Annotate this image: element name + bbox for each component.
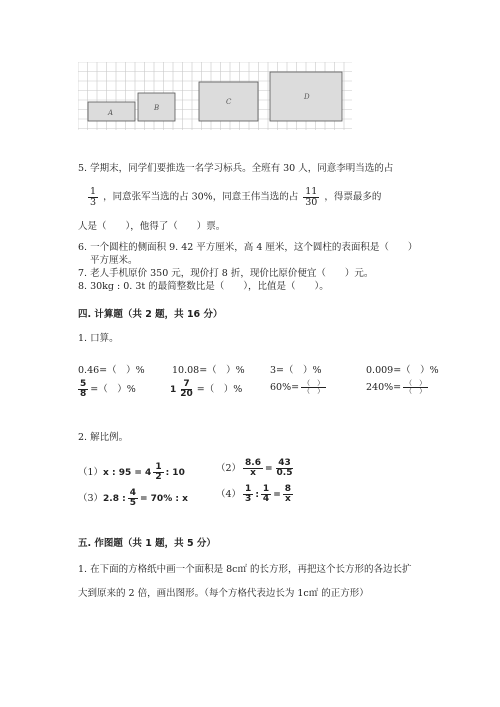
q7-text: 7. 老人手机原价 350 元，现价打 8 折，现价比原价便宜（ ）元。 bbox=[78, 268, 374, 279]
calc-r2-c4: 240%= $\frac{( )}{( )}$ bbox=[366, 379, 427, 395]
draw-line2: 大到原来的 2 倍，画出图形。（每个方格代表边长为 1c㎡ 的正方形） bbox=[78, 588, 369, 599]
calc-r2-c2: 1 $\frac{7}{20}$ =（ ）% bbox=[170, 379, 243, 399]
draw-line1: 1. 在下面的方格纸中画一个面积是 8c㎡ 的长方形，再把这个长方形的各边长扩 bbox=[78, 564, 412, 575]
q6-line1: 6. 一个圆柱的侧面积 9. 42 平方厘米，高 4 厘米，这个圆柱的表面积是（ ） bbox=[78, 242, 418, 253]
ratio-problem-3: （3）2.8 : $\frac{4}{5}$ = 70% : x bbox=[78, 488, 188, 508]
q5-fraction-2: $\frac{11}{30}$ bbox=[305, 186, 318, 208]
calc-r1-c4: 0.009=（ ）% bbox=[366, 365, 439, 376]
calc-r2-c3: 60%= $\frac{( )}{( )}$ bbox=[270, 379, 325, 395]
q5-line1: 5. 学期末，同学们要推选一名学习标兵。全班有 30 人，同意李明当选的占 bbox=[78, 163, 394, 174]
ratio-problem-2: （2） $\frac{8.6}{x}$ = $\frac{43}{0.5}$ bbox=[216, 458, 293, 478]
ratio-problem-4: （4） $\frac{1}{3}$ : $\frac{1}{4}$ = $\frac{8}{x}$ bbox=[216, 484, 291, 504]
q8-text: 8. 30kg : 0. 3t 的最简整数比是（ ），比值是（ ）。 bbox=[78, 281, 329, 292]
q5-line3: 人是（ ），他得了（ ）票。 bbox=[78, 221, 226, 232]
calc-r1-c2: 10.08=（ ）% bbox=[172, 365, 245, 376]
rect-d-label: D bbox=[304, 93, 310, 101]
ratio-label: 2. 解比例。 bbox=[78, 432, 129, 443]
calc-label: 1. 口算。 bbox=[78, 333, 119, 344]
ratio-problem-1: （1）x : 95 = 4 $\frac{1}{2}$ : 10 bbox=[78, 462, 185, 482]
q5-fraction-1: $\frac{1}{3}$ bbox=[90, 186, 97, 208]
q5-mid-text: ，同意张军当选的占 30%，同意王伟当选的占 bbox=[103, 191, 299, 203]
q5-line2 bbox=[86, 187, 381, 207]
calc-r2-c1: $\frac{5}{8}$ =（ ）% bbox=[80, 379, 136, 399]
rect-a-label: A bbox=[108, 109, 114, 117]
section-5-title: 五. 作图题（共 1 题，共 5 分） bbox=[78, 538, 216, 549]
rect-c-label: C bbox=[226, 98, 232, 106]
calc-r1-c3: 3=（ ）% bbox=[270, 365, 322, 376]
q5-tail-text: ，得票最多的 bbox=[324, 191, 382, 203]
calc-r1-c1: 0.46=（ ）% bbox=[78, 365, 145, 376]
rect-b-label: B bbox=[154, 104, 160, 112]
grid-diagram bbox=[78, 62, 352, 130]
section-4-title: 四. 计算题（共 2 题，共 16 分） bbox=[78, 309, 223, 320]
q6-line2: 平方厘米。 bbox=[90, 255, 138, 266]
